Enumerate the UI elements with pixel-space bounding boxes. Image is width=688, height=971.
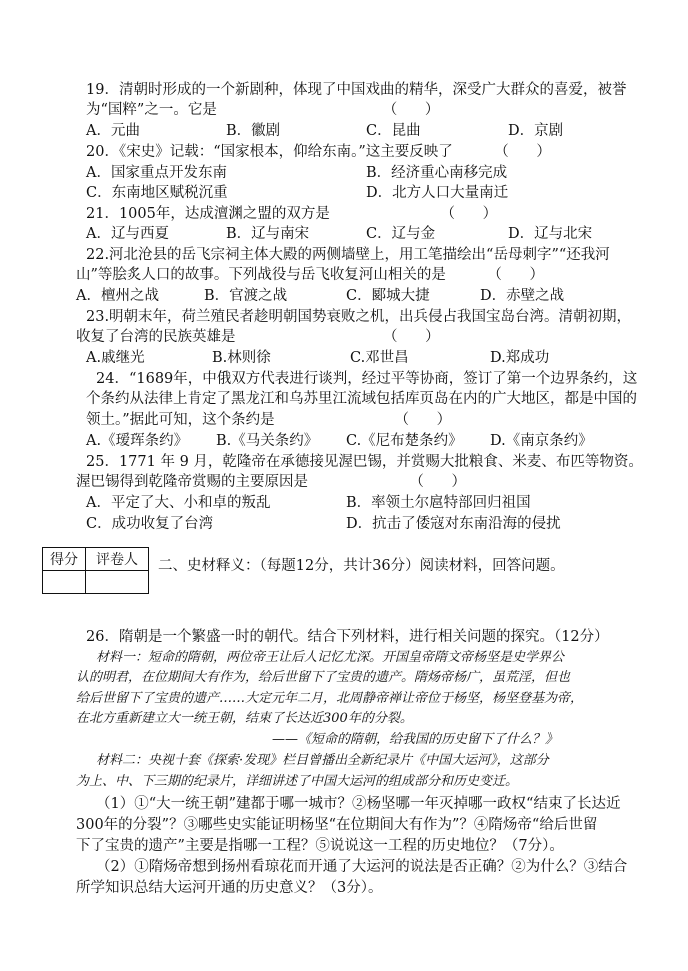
question-20-option-a: A．国家重点开发东南 [86, 165, 227, 181]
sub-question-1-line-1: （1）①“大一统王朝”建都于哪一城市？②杨坚哪一年灭掉哪一政权“结束了长达近 [96, 796, 621, 812]
score-table [42, 547, 149, 594]
question-22-stem-line-1: 22.河北沧县的岳飞宗祠主体大殿的两侧墙壁上，用工笔描绘出“岳母刺字”“还我河 [86, 247, 610, 263]
question-19-stem-line-2: 为“国粹”之一。它是 （ ） [86, 102, 440, 118]
question-23-option-b: B.林则徐 [212, 350, 271, 366]
section-title: 二、史材释义：（每题12分，共计36分）阅读材料，回答问题。 [158, 558, 565, 574]
sub-question-2-line-2: 所学知识总结大运河开通的历史意义？（3分）。 [76, 880, 383, 896]
question-23-option-c: C.邓世昌 [350, 350, 409, 366]
question-24-stem-line-1: 24．“1689年，中俄双方代表进行谈判，经过平等协商，签订了第一个边界条约，这 [96, 371, 638, 387]
question-23-stem-line-1: 23.明朝末年，荷兰殖民者趁明朝国势衰败之机，出兵侵占我国宝岛台湾。清朝初期， [86, 309, 632, 325]
material-1-line-3: 给后世留下了宝贵的遗产……大定元年二月，北周静帝禅让帝位于杨坚，杨坚登基为帝， [76, 691, 584, 706]
sub-question-1-line-2: 300年的分裂”？③哪些史实能证明杨坚“在位期间大有作为”？④隋炀帝“给后世留 [76, 817, 598, 833]
question-19-option-c: C．昆曲 [366, 123, 421, 139]
question-22-option-c: C．郾城大捷 [346, 288, 430, 304]
material-1-line-1: 材料一：短命的隋朝，两位帝王让后人记忆尤深。开国皇帝隋文帝杨坚是史学界公 [96, 650, 565, 665]
question-25-option-a: A．平定了大、小和卓的叛乱 [86, 495, 271, 511]
material-2-line-1: 材料二：央视十套《探索·发现》栏目曾播出全新纪录片《中国大运河》，这部分 [96, 753, 549, 768]
question-21-option-d: D．辽与北宋 [508, 226, 593, 242]
question-25-stem-line-2: 渥巴锡得到乾隆帝赏赐的主要原因是 （ ） [76, 474, 467, 490]
question-21-option-b: B．辽与南宋 [226, 226, 310, 242]
score-header: 得分 [43, 548, 86, 571]
sub-question-1-line-3: 下了宝贵的遗产”主要是指哪一工程？⑤说说这一工程的历史地位？（7分）。 [76, 838, 564, 854]
material-1-line-4: 在北方重新建立大一统王朝，结束了长达近300年的分裂。 [76, 711, 413, 726]
question-25-stem-line-1: 25．1771 年 9 月，乾隆帝在承德接见渥巴锡，并赏赐大批粮食、米麦、布匹等物资。 [86, 454, 643, 470]
score-cell [43, 571, 86, 594]
question-24-option-b: B.《马关条约》 [216, 433, 319, 449]
question-20-option-c: C．东南地区赋税沉重 [86, 185, 228, 201]
question-23-stem-line-2: 收复了台湾的民族英雄是 （ ） [76, 329, 440, 345]
grader-cell [86, 571, 149, 594]
question-24-stem-line-3: 领土。”据此可知，这个条约是 （ ） [86, 412, 452, 428]
material-1-line-2: 认的明君，在位期间大有作为，给后世留下了宝贵的遗产。隋炀帝杨广，虽荒淫，但也 [76, 670, 571, 685]
question-24-stem-line-2: 个条约从法律上肯定了黑龙江和乌苏里江流域包括库页岛在内的广大地区，都是中国的 [86, 391, 637, 407]
material-2-line-2: 为上、中、下三期的纪录片，详细讲述了中国大运河的组成部分和历史变迁。 [76, 774, 519, 789]
sub-question-2-line-1: （2）①隋炀帝想到扬州看琼花而开通了大运河的说法是否正确？②为什么？③结合 [96, 859, 628, 875]
question-22-option-d: D．赤壁之战 [480, 288, 565, 304]
question-20-stem: 20．《宋史》记载：“国家根本，仰给东南。”这主要反映了 （ ） [86, 144, 551, 160]
question-23-option-d: D.郑成功 [490, 350, 550, 366]
question-19-stem-line-1: 19．清朝时形成的一个新剧种，体现了中国戏曲的精华，深受广大群众的喜爱，被誉 [86, 82, 627, 98]
question-22-stem-line-2: 山”等脍炙人口的故事。下列战役与岳飞收复河山相关的是 （ ） [76, 267, 545, 283]
question-20-option-d: D．北方人口大量南迁 [366, 185, 509, 201]
question-22-option-a: A．檀州之战 [76, 288, 159, 304]
question-24-option-a: A.《瑷珲条约》 [86, 433, 189, 449]
material-1-source: ——《短命的隋朝，给我国的历史留下了什么？》 [272, 732, 559, 747]
question-19-option-d: D．京剧 [508, 123, 564, 139]
question-25-option-b: B．率领土尔扈特部回归祖国 [346, 495, 531, 511]
question-21-stem: 21．1005年，达成澶渊之盟的双方是 （ ） [86, 206, 498, 222]
question-22-option-b: B．官渡之战 [204, 288, 288, 304]
question-19-option-a: A．元曲 [86, 123, 140, 139]
question-26-intro: 26．隋朝是一个繁盛一时的朝代。结合下列材料，进行相关问题的探究。（12分） [86, 629, 609, 645]
grader-header: 评卷人 [86, 548, 149, 571]
question-21-option-c: C．辽与金 [366, 226, 436, 242]
question-19-option-b: B．徽剧 [226, 123, 281, 139]
question-21-option-a: A．辽与西夏 [86, 226, 169, 242]
question-25-option-d: D．抗击了倭寇对东南沿海的侵扰 [346, 516, 561, 532]
question-24-option-c: C.《尼布楚条约》 [346, 433, 463, 449]
question-23-option-a: A.戚继光 [86, 350, 145, 366]
question-25-option-c: C．成功收复了台湾 [86, 516, 214, 532]
question-20-option-b: B．经济重心南移完成 [366, 165, 508, 181]
question-24-option-d: D.《南京条约》 [490, 433, 593, 449]
